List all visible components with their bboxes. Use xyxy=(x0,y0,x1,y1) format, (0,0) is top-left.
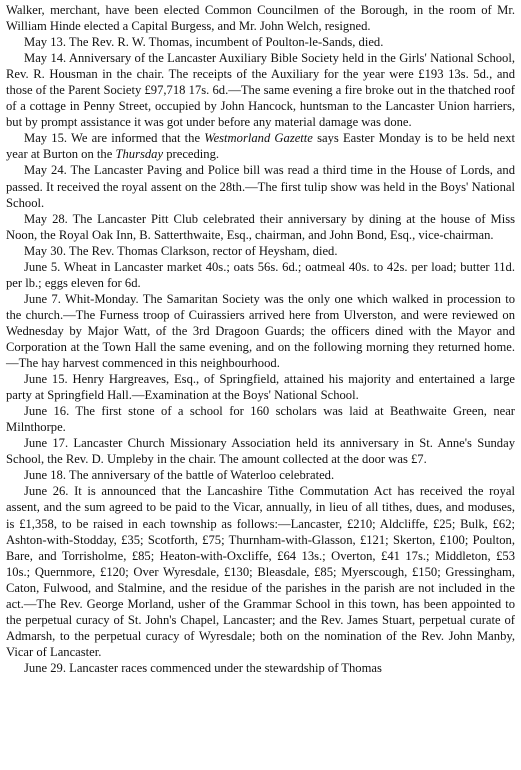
entry-date: June 17. xyxy=(24,436,69,451)
entry-june-7 xyxy=(6,291,515,371)
entry-date: May 13. xyxy=(24,35,66,50)
entry-may-13 xyxy=(6,34,515,50)
entry-text: Henry Hargreaves, Esq., of Springfield, attained his majority and entertained a large party at Springfield Hall.—Examination at the Boys' National School. xyxy=(6,372,515,403)
entry-text-after: preceding. xyxy=(166,147,220,162)
entry-june-15 xyxy=(6,371,515,403)
document-page xyxy=(6,2,515,676)
entry-june-16 xyxy=(6,403,515,435)
entry-text: The anniversary of the battle of Waterloo celebrated. xyxy=(68,468,335,483)
entry-text: The first stone of a school for 160 scholars was laid at Beathwaite Green, near Milnthorpe. xyxy=(6,404,515,435)
entry-text: The Rev. R. W. Thomas, incumbent of Poulton-le-Sands, died. xyxy=(68,35,384,50)
entry-text: It is announced that the Lancashire Tithe Commutation Act has received the royal assent, and the sum agreed to be paid to the Vicar, annually, in lieu of all tithes, dues, and moduses, is £1,358, to be raised in each township as follows:—Lancaster, £210; Aldcliffe, £25; Bulk, £62; Ashton-with-Stodday, £35; Scotforth, £75; Thurnham-with-Glasson, £121; Skerton, £100; Poulton, Bare, and Torrisholme, £85; Heaton-with-Oxcliffe, £64 13s.; Overton, £41 17s.; Middleton, £53 10s.; Quernmore, £120; Over Wyresdale, £130; Bleasdale, £85; Myerscough, £150; Gressingham, Caton, Fulwood, and Stalmine, and the residue of the parishes in the parish are not included in the act.—The Rev. George Morland, usher of the Grammar School in this town, has been appointed to the perpetual curacy of St. John's Chapel, Lancaster; and the Rev. James Stuart, perpetual curate of Admarsh, to the perpetual curacy of Wyresdale; both on the nomination of the Rev. John Manby, Vicar of Lancaster. xyxy=(6,484,515,659)
entry-date: June 5. xyxy=(24,259,61,274)
entry-june-17 xyxy=(6,435,515,467)
entry-text: The Lancaster Paving and Police bill was read a third time in the House of Lords, and passed. It received the royal assent on the 28th.—The first tulip show was held in the Boys' National School. xyxy=(6,163,515,210)
entry-date: June 15. xyxy=(24,372,68,387)
entry-text: Walker, merchant, have been elected Common Councilmen of the Borough, in the room of Mr. William Hinde elected a Capital Burgess, and Mr. John Welch, resigned. xyxy=(6,3,515,34)
entry-may-28 xyxy=(6,211,515,243)
entry-date: May 30. xyxy=(24,243,66,258)
entry-june-5 xyxy=(6,259,515,291)
entry-june-29 xyxy=(6,660,515,676)
entry-date: May 24. xyxy=(24,163,67,178)
entry-date: June 18. xyxy=(24,468,66,483)
entry-text: The Rev. Thomas Clarkson, rector of Heysham, died. xyxy=(68,243,338,258)
entry-text: The Lancaster Pitt Club celebrated their anniversary by dining at the house of Miss Noon, the Royal Oak Inn, B. Satterthwaite, Esq., chairman, and John Bond, Esq., vice-chairman. xyxy=(6,211,515,242)
entry-text: Wheat in Lancaster market 40s.; oats 56s. 6d.; oatmeal 40s. to 42s. per load; butter 11d. per lb.; eggs eleven for 6d. xyxy=(6,259,515,290)
entry-date: June 7. xyxy=(24,291,61,306)
entry-may-15 xyxy=(6,130,515,162)
entry-date: June 29. xyxy=(24,660,66,675)
entry-date: May 14. xyxy=(24,51,67,66)
entry-june-26 xyxy=(6,483,515,660)
entry-may-14 xyxy=(6,50,515,130)
entry-date: June 16. xyxy=(24,404,70,419)
entry-text: Whit-Monday. The Samaritan Society was the only one which walked in procession to the church.—The Furness troop of Cuirassiers arrived here from Ulverston, and were reviewed on Wednesday by Major Watt, of the 3rd Dragoon Guards; the officers dined with the Mayor and Corporation at the Town Hall the same evening, and on the following morning they returned home.—The hay harvest commenced in this neighbourhood. xyxy=(6,291,515,371)
newspaper-title: Westmorland Gazette xyxy=(204,131,313,146)
entry-may-24 xyxy=(6,162,515,210)
entry-date: June 26. xyxy=(24,484,69,499)
entry-text: Lancaster Church Missionary Association held its anniversary in St. Anne's Sunday School, the Rev. D. Umpleby in the chair. The amount collected at the door was £7. xyxy=(6,436,515,467)
entry-may-30 xyxy=(6,243,515,259)
entry-text: Anniversary of the Lancaster Auxiliary Bible Society held in the Girls' National School, Rev. R. Housman in the chair. The receipts of the Auxiliary for the year were £193 13s. 5d., and those of the Parent Society £97,718 17s. 6d.—The same evening a fire broke out in the thatched roof of a cottage in Penny Street, occupied by John Hancock, huntsman to the Lancaster Union harriers, but by prompt assistance it was got under before any material damage was done. xyxy=(6,51,515,130)
emphasis-word: Thursday xyxy=(115,147,164,162)
entry-text-before: We are informed that the xyxy=(71,131,201,146)
entry-text-middle: says Easter Monday is to be held next year at Burton on the xyxy=(6,131,516,162)
entry-date: May 28. xyxy=(24,211,68,226)
entry-june-18 xyxy=(6,467,515,483)
entry-continuation xyxy=(6,2,515,34)
entry-date: May 15. xyxy=(24,131,68,146)
entry-text: Lancaster races commenced under the stewardship of Thomas xyxy=(69,660,382,675)
